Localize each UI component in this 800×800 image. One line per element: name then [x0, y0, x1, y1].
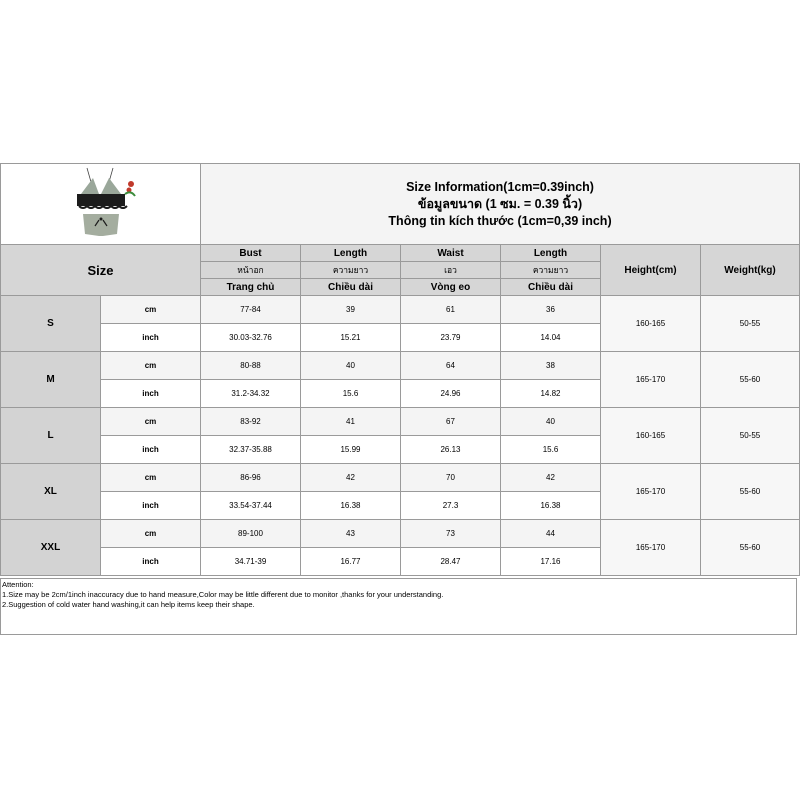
length2-inch: 14.04: [501, 324, 601, 352]
waist-cm: 73: [401, 520, 501, 548]
unit-inch: inch: [101, 324, 201, 352]
length1-inch: 15.6: [301, 380, 401, 408]
lingerie-product-image: [65, 164, 137, 244]
unit-cm: cm: [101, 408, 201, 436]
waist-inch: 24.96: [401, 380, 501, 408]
length1-inch: 16.77: [301, 548, 401, 576]
title-cell: [201, 164, 800, 245]
length2-header-vi: Chiều dài: [501, 279, 601, 296]
size-label: XL: [1, 464, 101, 520]
length1-cm: 43: [301, 520, 401, 548]
size-label: XXL: [1, 520, 101, 576]
length1-header-th: ความยาว: [301, 262, 401, 279]
title-english: Size Information(1cm=0.39inch): [406, 179, 594, 194]
length2-cm: 40: [501, 408, 601, 436]
notes-heading: Attention:: [2, 580, 34, 589]
unit-cm: cm: [101, 296, 201, 324]
size-chart-table: [0, 163, 800, 576]
length1-cm: 40: [301, 352, 401, 380]
height-value: 165-170: [601, 464, 701, 520]
bust-header-vi: Trang chủ: [201, 279, 301, 296]
length2-header-en: Length: [501, 245, 601, 262]
notes-line-2: 2.Suggestion of cold water hand washing,it can help items keep their shape.: [2, 600, 255, 609]
waist-header-vi: Vòng eo: [401, 279, 501, 296]
height-header: Height(cm): [601, 245, 701, 296]
length2-inch: 14.82: [501, 380, 601, 408]
waist-inch: 26.13: [401, 436, 501, 464]
bust-cm: 77-84: [201, 296, 301, 324]
bust-inch: 30.03-32.76: [201, 324, 301, 352]
waist-header-th: เอว: [401, 262, 501, 279]
length2-cm: 36: [501, 296, 601, 324]
waist-cm: 67: [401, 408, 501, 436]
unit-cm: cm: [101, 352, 201, 380]
length1-header-en: Length: [301, 245, 401, 262]
unit-cm: cm: [101, 520, 201, 548]
unit-inch: inch: [101, 380, 201, 408]
weight-value: 55-60: [701, 464, 800, 520]
bust-inch: 32.37-35.88: [201, 436, 301, 464]
length2-cm: 42: [501, 464, 601, 492]
product-photo-cell: [1, 164, 201, 245]
size-label: S: [1, 296, 101, 352]
unit-cm: cm: [101, 464, 201, 492]
waist-cm: 64: [401, 352, 501, 380]
length2-inch: 15.6: [501, 436, 601, 464]
length1-cm: 42: [301, 464, 401, 492]
length1-cm: 39: [301, 296, 401, 324]
height-value: 165-170: [601, 352, 701, 408]
height-value: 160-165: [601, 408, 701, 464]
length2-cm: 44: [501, 520, 601, 548]
waist-inch: 23.79: [401, 324, 501, 352]
bust-cm: 86-96: [201, 464, 301, 492]
bust-cm: 83-92: [201, 408, 301, 436]
notes-line-1: 1.Size may be 2cm/1inch inaccuracy due to hand measure,Color may be little different due to monitor ,thanks for your understanding.: [2, 590, 444, 599]
unit-inch: inch: [101, 548, 201, 576]
weight-value: 50-55: [701, 408, 800, 464]
waist-header-en: Waist: [401, 245, 501, 262]
waist-cm: 61: [401, 296, 501, 324]
title-thai: ข้อมูลขนาด (1 ซม. = 0.39 นิ้ว): [417, 196, 583, 211]
unit-inch: inch: [101, 492, 201, 520]
length1-cm: 41: [301, 408, 401, 436]
weight-header: Weight(kg): [701, 245, 800, 296]
length1-inch: 16.38: [301, 492, 401, 520]
weight-value: 50-55: [701, 296, 800, 352]
bust-inch: 31.2-34.32: [201, 380, 301, 408]
length1-inch: 15.21: [301, 324, 401, 352]
size-header: Size: [1, 245, 201, 296]
title-vietnamese: Thông tin kích thước (1cm=0,39 inch): [388, 213, 612, 228]
height-value: 160-165: [601, 296, 701, 352]
height-value: 165-170: [601, 520, 701, 576]
length2-header-th: ความยาว: [501, 262, 601, 279]
bust-inch: 33.54-37.44: [201, 492, 301, 520]
weight-value: 55-60: [701, 520, 800, 576]
size-label: L: [1, 408, 101, 464]
length1-inch: 15.99: [301, 436, 401, 464]
unit-inch: inch: [101, 436, 201, 464]
waist-cm: 70: [401, 464, 501, 492]
attention-notes: [0, 578, 797, 635]
bust-cm: 89-100: [201, 520, 301, 548]
waist-inch: 27.3: [401, 492, 501, 520]
waist-inch: 28.47: [401, 548, 501, 576]
length2-inch: 17.16: [501, 548, 601, 576]
bust-header-en: Bust: [201, 245, 301, 262]
weight-value: 55-60: [701, 352, 800, 408]
length2-cm: 38: [501, 352, 601, 380]
size-label: M: [1, 352, 101, 408]
bust-inch: 34.71-39: [201, 548, 301, 576]
length2-inch: 16.38: [501, 492, 601, 520]
bust-cm: 80-88: [201, 352, 301, 380]
length1-header-vi: Chiều dài: [301, 279, 401, 296]
bust-header-th: หน้าอก: [201, 262, 301, 279]
